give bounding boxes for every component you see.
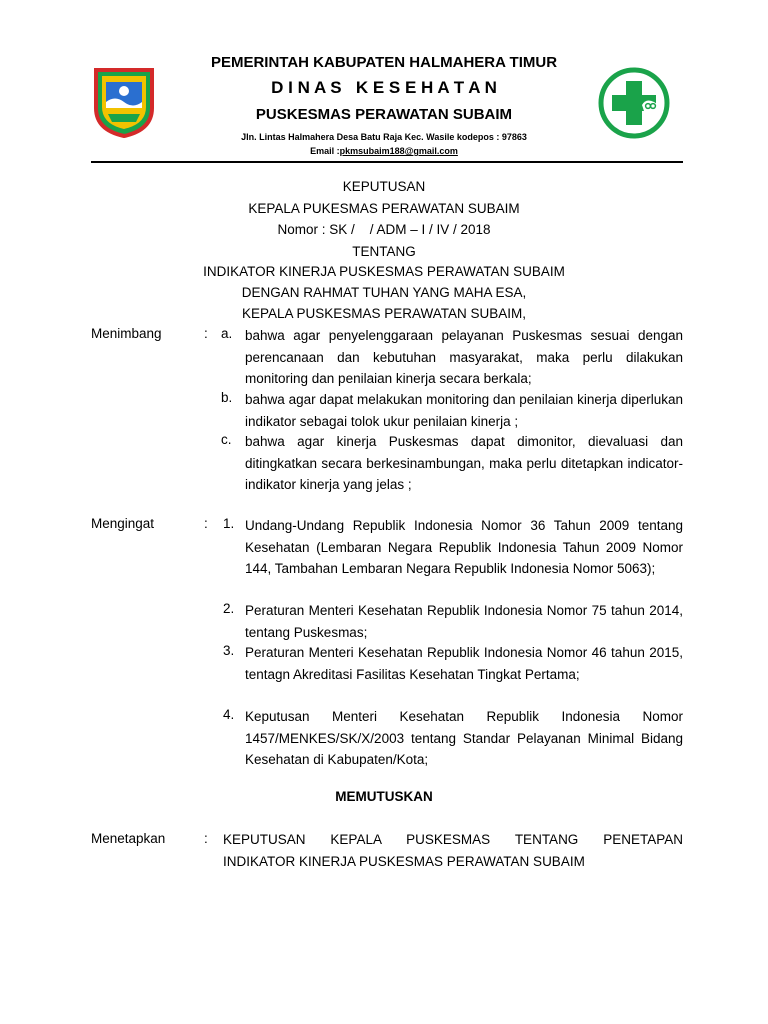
mengingat-item-2: Peraturan Menteri Kesehatan Republik Indonesia Nomor 75 tahun 2014, tentang Puskesmas;	[245, 603, 683, 640]
letterhead-divider	[91, 161, 683, 163]
mengingat-item-3: Peraturan Menteri Kesehatan Republik Indonesia Nomor 46 tahun 2015, tentagn Akreditasi Fasilitas Kesehatan Tingkat Pertama;	[245, 645, 683, 682]
title-tentang: TENTANG	[352, 244, 416, 259]
title-official: KEPALA PUSKESMAS PERAWATAN SUBAIM,	[241, 306, 527, 321]
mengingat-mark-3: 3.	[223, 643, 235, 658]
menetapkan-line-1: KEPUTUSAN KEPALA PUSKESMAS TENTANG PENETAPAN	[223, 832, 683, 847]
mengingat-colon: :	[204, 516, 208, 531]
menimbang-label: Menimbang	[91, 326, 162, 341]
menimbang-mark-a: a.	[221, 326, 233, 341]
menimbang-item-c: bahwa agar kinerja Puskesmas dapat dimonitor, dievaluasi dan ditingkatkan secara berkesinambungan, maka perlu ditetapkan indicator-indikator kinerja yang jelas ;	[245, 434, 683, 492]
letterhead-address: Jln. Lintas Halmahera Desa Batu Raja Kec. Wasile kodepos : 97863	[241, 132, 527, 142]
mengingat-mark-1: 1.	[223, 516, 235, 531]
memutuskan-heading: MEMUTUSKAN	[335, 789, 433, 804]
regency-emblem-logo	[86, 64, 162, 140]
menimbang-colon: :	[204, 326, 208, 341]
mengingat-item-1: Undang-Undang Republik Indonesia Nomor 36 Tahun 2009 tentang Kesehatan (Lembaran Negara Republik Indonesia Tahun 2009 Nomor 144, Tambahan Lembaran Negara Republik Indonesia Nomor 5063);	[245, 518, 683, 576]
menetapkan-text	[223, 829, 683, 873]
title-kepala: KEPALA PUKESMAS PERAWATAN SUBAIM	[248, 201, 520, 216]
title-subject: INDIKATOR KINERJA PUSKESMAS PERAWATAN SUBAIM	[203, 264, 565, 279]
letterhead-agency: D I N A S K E S E H A T A N	[271, 78, 497, 97]
mengingat-item-4: Keputusan Menteri Kesehatan Republik Indonesia Nomor 1457/MENKES/SK/X/2003 tentang Standar Pelayanan Minimal Bidang Kesehatan di Kabupaten/Kota;	[245, 709, 683, 767]
menetapkan-label: Menetapkan	[91, 831, 166, 846]
letterhead-institution: PUSKESMAS PERAWATAN SUBAIM	[255, 106, 513, 123]
title-invocation: DENGAN RAHMAT TUHAN YANG MAHA ESA,	[241, 285, 527, 300]
title-nomor: Nomor : SK / / ADM – I / IV / 2018	[277, 222, 491, 237]
menetapkan-colon: :	[204, 831, 208, 846]
letterhead-government: PEMERINTAH KABUPATEN HALMAHERA TIMUR	[210, 54, 558, 71]
mengingat-mark-2: 2.	[223, 601, 235, 616]
email-label: Email :	[310, 146, 340, 156]
menetapkan-line-2: INDIKATOR KINERJA PUSKESMAS PERAWATAN SUBAIM	[223, 854, 585, 869]
menimbang-item-a: bahwa agar penyelenggaraan pelayanan Puskesmas sesuai dengan perencanaan dan kebutuhan masyarakat, maka perlu dilakukan monitoring dan penilaian kinerja secara berkala;	[245, 328, 683, 386]
title-keputusan: KEPUTUSAN	[342, 179, 426, 194]
email-link[interactable]: pkmsubaim188@gmail.com	[339, 146, 458, 156]
menimbang-mark-b: b.	[221, 390, 233, 405]
mengingat-label: Mengingat	[91, 516, 155, 531]
menimbang-mark-c: c.	[221, 432, 232, 447]
letterhead-email	[0, 146, 768, 156]
menimbang-item-b: bahwa agar dapat melakukan monitoring dan penilaian kinerja diperlukan indikator sebagai tolok ukur penilaian kinerja ;	[245, 392, 683, 429]
mengingat-mark-4: 4.	[223, 707, 235, 722]
